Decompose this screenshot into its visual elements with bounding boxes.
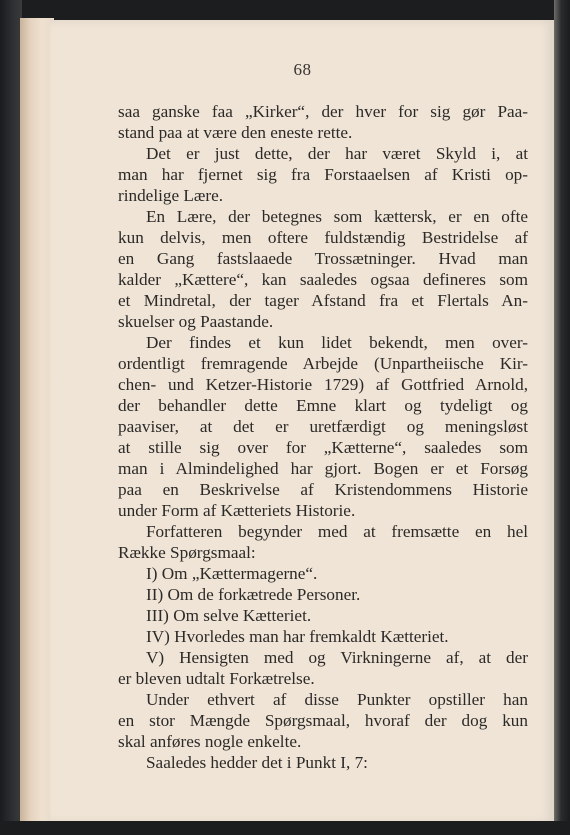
list-item: I) Om „Kættermagerne“. xyxy=(146,564,318,583)
book-cover-top xyxy=(0,0,570,20)
text-line: paaviser, at det er uretfærdigt og meningsløst xyxy=(118,417,528,436)
list-item: IV) Hvorledes man har fremkaldt Kætteriet. xyxy=(146,627,449,646)
text-line: er bleven udtalt Forkætrelse. xyxy=(118,669,315,688)
text-line: ordentligt fremragende Arbejde (Unpartheiische Kir- xyxy=(118,354,528,373)
text-line: en stor Mængde Spørgsmaal, hvoraf der dog kun xyxy=(118,711,528,730)
text-line: En Lære, der betegnes som kættersk, er en ofte xyxy=(146,207,528,226)
list-item: II) Om de forkætrede Personer. xyxy=(146,585,361,604)
text-line: Under ethvert af disse Punkter opstiller han xyxy=(146,690,528,709)
text-line: man i Almindelighed har gjort. Bogen er et Forsøg xyxy=(118,459,528,478)
text-line: saa ganske faa „Kirker“, der hver for sig gør Paa- xyxy=(118,102,528,121)
text-line: Der findes et kun lidet bekendt, men over- xyxy=(146,333,528,352)
page-sheet xyxy=(50,20,555,823)
text-line: skuelser og Paastande. xyxy=(118,312,274,331)
text-line: chen- und Ketzer-Historie 1729) af Gottfried Arnold, xyxy=(118,375,528,394)
page-number: 68 xyxy=(293,60,312,79)
book-cover-left xyxy=(0,0,22,835)
text-line: Saaledes hedder det i Punkt I, 7: xyxy=(146,753,368,772)
text-line: skal anføres nogle enkelte. xyxy=(118,732,302,751)
text-line: kun delvis, men oftere fuldstændig Bestridelse af xyxy=(118,228,528,247)
book-cover-right xyxy=(554,0,570,835)
list-item: V) Hensigten med og Virkningerne af, at der xyxy=(146,648,528,667)
body-text xyxy=(118,101,528,773)
text-line: Forfatteren begynder med at fremsætte en hel xyxy=(146,522,528,541)
list-item: III) Om selve Kætteriet. xyxy=(146,606,312,625)
text-line: kalder „Kættere“, kan saaledes ogsaa defineres som xyxy=(118,270,528,289)
text-line: stand paa at være den eneste rette. xyxy=(118,123,353,142)
page-fold-edge xyxy=(20,18,54,824)
text-line: under Form af Kætteriets Historie. xyxy=(118,501,356,520)
text-line: der behandler dette Emne klart og tydeligt og xyxy=(118,396,528,415)
text-line: Det er just dette, der har været Skyld i, at xyxy=(146,144,528,163)
book-cover-bottom xyxy=(0,821,570,835)
text-line: at stille sig over for „Kætterne“, saaledes som xyxy=(118,438,528,457)
text-line: paa en Beskrivelse af Kristendommens Historie xyxy=(118,480,528,499)
text-line: en Gang fastslaaede Trossætninger. Hvad man xyxy=(118,249,528,268)
text-line: rindelige Lære. xyxy=(118,186,223,205)
text-line: et Mindretal, der tager Afstand fra et Flertals An- xyxy=(118,291,528,310)
text-line: man har fjernet sig fra Forstaaelsen af Kristi op- xyxy=(118,165,528,184)
text-line: Række Spørgsmaal: xyxy=(118,543,256,562)
